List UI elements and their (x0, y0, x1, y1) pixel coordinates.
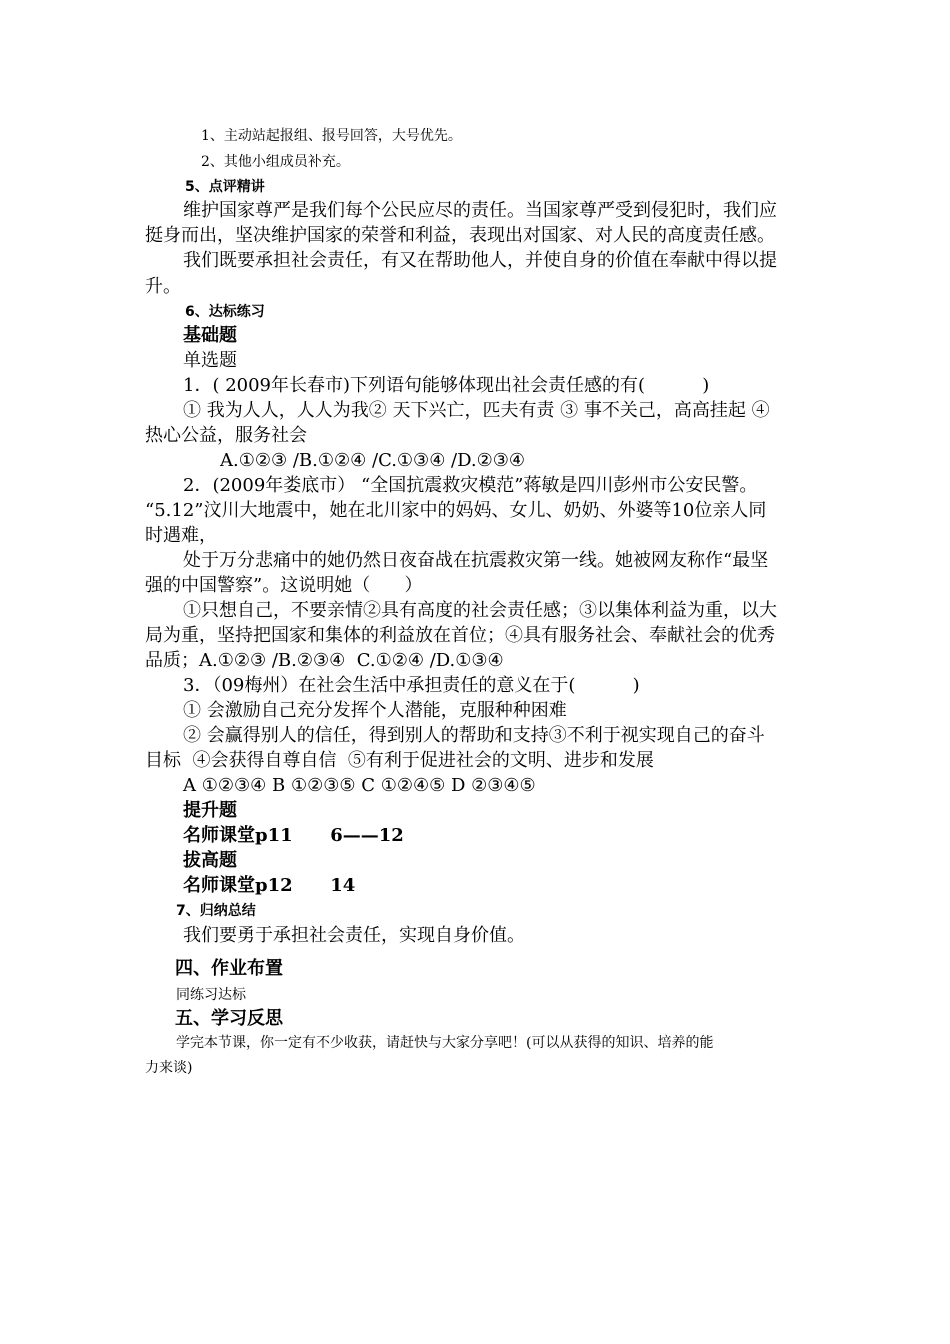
reflection-heading: 五、学习反思 (175, 1008, 283, 1029)
advanced-reference: 名师课堂p11 6——12 (183, 825, 404, 846)
q1-items-line-1: ① 我为人人，人人为我② 天下兴亡，匹夫有责 ③ 事不关己，高高挂起 ④ (183, 400, 770, 421)
reflection-line-2: 力来谈) (145, 1060, 193, 1076)
review-heading: 5、点评精讲 (185, 179, 265, 195)
review-paragraph-1-line-2: 挺身而出，坚决维护国家的荣誉和利益，表现出对国家、对人民的高度责任感。 (145, 225, 775, 246)
review-paragraph-2-line-2: 升。 (145, 276, 181, 297)
q3-line-1: 3．（09梅州）在社会生活中承担责任的意义在于( ) (183, 675, 640, 696)
q2-line-4: 处于万分悲痛中的她仍然日夜奋战在抗震救灾第一线。她被网友称作“最坚 (183, 550, 769, 571)
practice-heading: 6、达标练习 (185, 304, 265, 320)
discussion-line-1: 1、主动站起报组、报号回答，大号优先。 (201, 128, 462, 144)
q1-stem: 1．( 2009年长春市)下列语句能够体现出社会责任感的有( ) (183, 375, 710, 396)
q2-line-3: 时遇难， (145, 525, 217, 546)
homework-heading: 四、作业布置 (175, 958, 283, 979)
summary-text: 我们要勇于承担社会责任，实现自身价值。 (183, 925, 525, 946)
reflection-line-1: 学完本节课，你一定有不少收获，请赶快与大家分享吧！(可以从获得的知识、培养的能 (176, 1035, 714, 1051)
q3-line-2: ① 会激励自己充分发挥个人潜能，克服种种困难 (183, 700, 567, 721)
q2-line-7: 局为重，坚持把国家和集体的利益放在首位；④具有服务社会、奉献社会的优秀 (145, 625, 775, 646)
q2-line-6: ①只想自己，不要亲情②具有高度的社会责任感；③以集体利益为重，以大 (183, 600, 777, 621)
q1-items-line-2: 热心公益，服务社会 (145, 425, 307, 446)
q3-line-4: 目标 ④会获得自尊自信 ⑤有利于促进社会的文明、进步和发展 (145, 750, 654, 771)
top-reference: 名师课堂p12 14 (183, 875, 356, 896)
q3-options: A ①②③④ B ①②③⑤ C ①②④⑤ D ②③④⑤ (183, 775, 536, 796)
top-heading: 拔高题 (183, 850, 237, 871)
review-paragraph-2-line-1: 我们既要承担社会责任，有又在帮助他人，并使自身的价值在奉献中得以提 (183, 250, 777, 271)
discussion-line-2: 2、其他小组成员补充。 (201, 154, 350, 170)
review-paragraph-1-line-1: 维护国家尊严是我们每个公民应尽的责任。当国家尊严受到侵犯时，我们应 (183, 200, 777, 221)
q1-options: A.①②③ /B.①②④ /C.①③④ /D.②③④ (220, 450, 526, 471)
q2-line-5: 强的中国警察”。这说明她（ ） (145, 575, 423, 596)
single-choice-label: 单选题 (183, 350, 237, 371)
homework-text: 同练习达标 (176, 987, 246, 1003)
q3-line-3: ② 会赢得别人的信任，得到别人的帮助和支持③不利于视实现自己的奋斗 (183, 725, 765, 746)
basic-heading: 基础题 (183, 325, 237, 346)
q2-line-1: 2．(2009年娄底市） “全国抗震救灾模范”蒋敏是四川彭州市公安民警。 (183, 475, 758, 496)
advanced-heading: 提升题 (183, 800, 237, 821)
q2-line-8: 品质；A.①②③ /B.②③④ C.①②④ /D.①③④ (145, 650, 504, 671)
q2-line-2: “5.12”汶川大地震中，她在北川家中的妈妈、女儿、奶奶、外婆等10位亲人同 (145, 500, 767, 521)
summary-heading: 7、归纳总结 (176, 903, 256, 919)
